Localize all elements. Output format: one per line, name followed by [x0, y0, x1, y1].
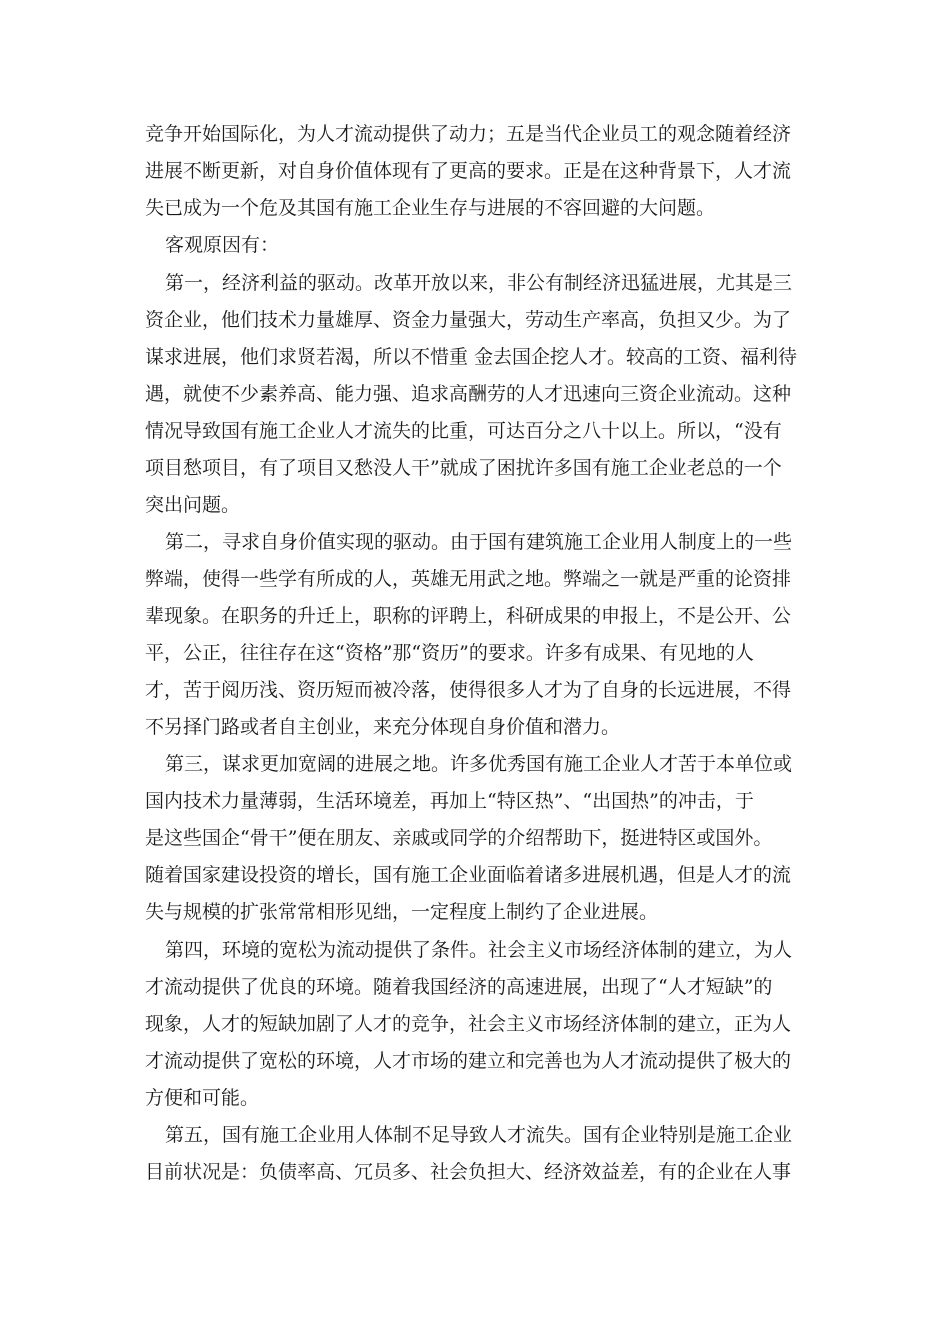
- text-line: 第五，国有施工企业用人体制不足导致人才流失。国有企业特别是施工企业: [165, 1124, 793, 1146]
- text-line: 随着国家建设投资的增长，国有施工企业面临着诸多进展机遇，但是人才的流: [145, 864, 792, 886]
- text-line: 竞争开始国际化，为人才流动提供了动力；五是当代企业员工的观念随着经济: [145, 123, 792, 145]
- text-line: 进展不断更新，对自身价值体现有了更高的要求。正是在这种背景下，人才流: [145, 160, 792, 182]
- text-line: 突出问题。: [145, 494, 241, 516]
- text-line: 第一，经济利益的驱动。改革开放以来，非公有制经济迅猛进展，尤其是三: [165, 272, 793, 294]
- text-line: 方便和可能。: [145, 1087, 260, 1109]
- text-line: 平，公正，往往存在这“资格”那“资历”的要求。许多有成果、有见地的人: [145, 642, 754, 664]
- text-line: 资企业，他们技术力量雄厚、资金力量强大，劳动生产率高，负担又少。为了: [145, 309, 792, 331]
- text-line: 第四，环境的宽松为流动提供了条件。社会主义市场经济体制的建立，为人: [165, 939, 793, 961]
- text-line: 才流动提供了优良的环境。随着我国经济的高速进展，出现了“人才短缺”的: [145, 976, 773, 998]
- text-line: 失与规模的扩张常常相形见绌，一定程度上制约了企业进展。: [145, 901, 659, 923]
- text-line: 辈现象。在职务的升迁上，职称的评聘上，科研成果的申报上，不是公开、公: [145, 605, 792, 627]
- text-line: 客观原因有：: [165, 234, 280, 256]
- text-line: 弊端，使得一些学有所成的人，英雄无用武之地。弊端之一就是严重的论资排: [145, 568, 792, 590]
- text-line: 才，苦于阅历浅、资历短而被冷落，使得很多人才为了自身的长远进展，不得: [145, 679, 792, 701]
- text-line: 谋求进展，他们求贤若渴，所以不惜重 金去国企挖人才。较高的工资、福利待: [145, 346, 798, 368]
- text-line: 才流动提供了宽松的环境，人才市场的建立和完善也为人才流动提供了极大的: [145, 1050, 792, 1072]
- text-line: 失已成为一个危及其国有施工企业生存与进展的不容回避的大问题。: [145, 197, 716, 219]
- text-line: 第三，谋求更加宽阔的进展之地。许多优秀国有施工企业人才苦于本单位或: [165, 753, 793, 775]
- text-line: 不另择门路或者自主创业，来充分体现自身价值和潜力。: [145, 716, 621, 738]
- text-line: 现象，人才的短缺加剧了人才的竞争，社会主义市场经济体制的建立，正为人: [145, 1013, 792, 1035]
- text-line: 是这些国企“骨干”便在朋友、亲戚或同学的介绍帮助下，挺进特区或国外。: [145, 827, 773, 849]
- text-line: 国内技术力量薄弱，生活环境差，再加上“特区热”、“出国热”的冲击，于: [145, 790, 754, 812]
- text-line: 第二，寻求自身价值实现的驱动。由于国有建筑施工企业用人制度上的一些: [165, 531, 793, 553]
- text-line: 遇，就使不少素养高、能力强、追求高酬劳的人才迅速向三资企业流动。这种: [145, 383, 792, 405]
- text-line: 项目愁项目，有了项目又愁没人干”就成了困扰许多国有施工企业老总的一个: [145, 457, 782, 479]
- text-line: 目前状况是：负债率高、冗员多、社会负担大、经济效益差，有的企业在人事: [145, 1161, 792, 1183]
- text-line: 情况导致国有施工企业人才流失的比重，可达百分之八十以上。所以，“没有: [145, 420, 782, 442]
